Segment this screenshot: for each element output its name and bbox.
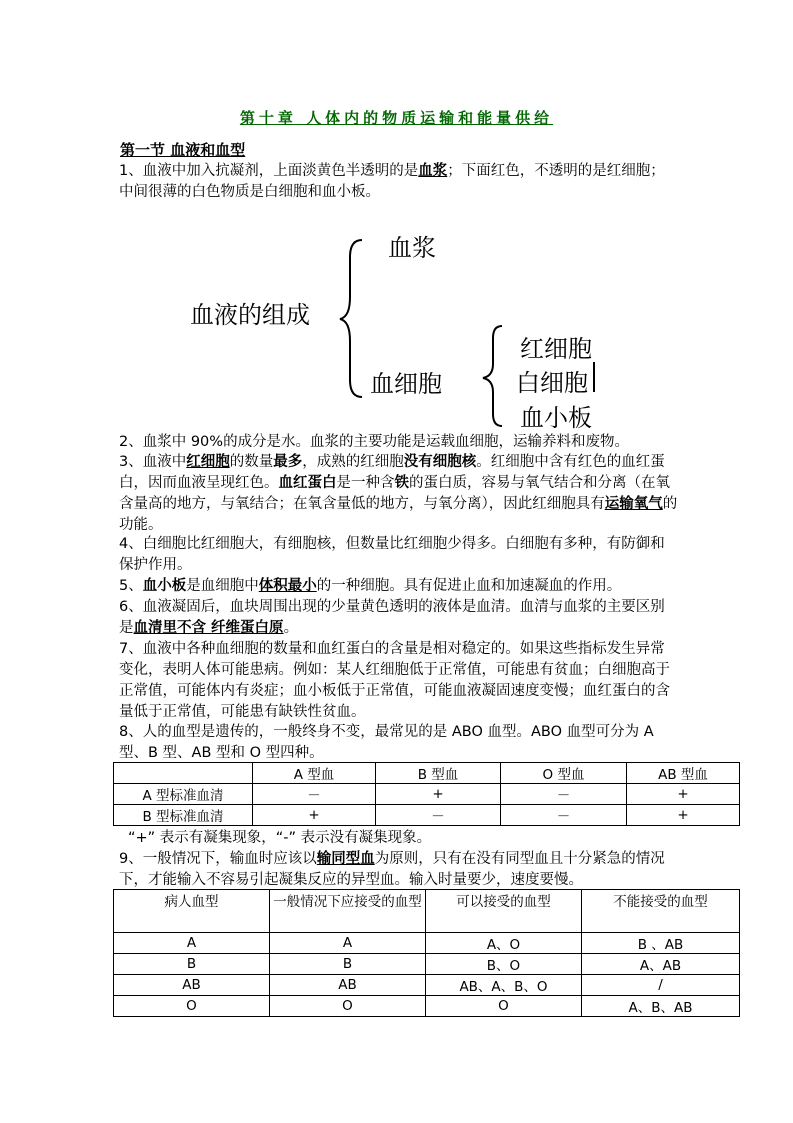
table1-cell: +: [376, 784, 501, 805]
paragraph-5: 5、血小板是血细胞中体积最小的一种细胞。具有促进止血和加速凝血的作用。: [119, 578, 622, 594]
table2-cell: B 、AB: [582, 933, 740, 954]
table1-header: B 型血: [376, 763, 501, 784]
table1-cell: －: [253, 784, 376, 805]
diagram-plasma: 血浆: [388, 234, 436, 262]
table-row: [114, 954, 740, 975]
transfusion-table: [113, 889, 740, 1017]
paragraph-6: 6、血液凝固后，血块周围出现的少量黄色透明的液体是血清。血清与血浆的主要区别是血清里不含 纤维蛋白原。: [119, 599, 665, 636]
diagram-brace-cells: [478, 322, 508, 430]
table2-cell: B: [270, 954, 426, 975]
paragraph-8: 8、人的血型是遗传的，一般终身不变，最常见的是 ABO 血型。ABO 血型可分为 A 型、B 型、AB 型和 O 型四种。: [119, 724, 654, 761]
agglutination-table: [113, 762, 740, 826]
table1-header: O 型血: [501, 763, 627, 784]
table2-cell: O: [114, 996, 270, 1017]
paragraph-9: 9、一般情况下，输血时应该以输同型血为原则，只有在没有同型血且十分紧急的情况下，才能输入不容易引起凝集反应的异型血。输入时量要少，速度要慢。: [119, 851, 665, 888]
table2-cell: O: [270, 996, 426, 1017]
diagram-brace-main: [330, 235, 370, 405]
table2-cell: AB、A、B、O: [426, 975, 582, 996]
table1-cell: －: [501, 805, 627, 826]
diagram-wbc: 白细胞: [516, 369, 588, 397]
table2-cell: AB: [270, 975, 426, 996]
diagram-platelets: 血小板: [520, 404, 592, 432]
table1-cell: －: [376, 805, 501, 826]
diagram-cells: 血细胞: [370, 370, 442, 398]
table1-cell: +: [253, 805, 376, 826]
table2-cell: B、O: [426, 954, 582, 975]
table2-cell: B: [114, 954, 270, 975]
table-note: “+” 表示有凝集现象，“-” 表示没有凝集现象。: [128, 830, 432, 846]
diagram-rbc: 红细胞: [520, 335, 592, 363]
table2-cell: A: [270, 933, 426, 954]
table-row: [114, 933, 740, 954]
table1-cell: －: [501, 784, 627, 805]
table2-cell: A、B、AB: [582, 996, 740, 1017]
table2-header: 一般情况下应接受的血型: [270, 890, 426, 933]
section-heading: 第一节 血液和血型: [120, 141, 246, 159]
table1-header: A 型血: [253, 763, 376, 784]
table-row: [114, 975, 740, 996]
table2-cell: AB: [114, 975, 270, 996]
paragraph-1: 1、血液中加入抗凝剂，上面淡黄色半透明的是血浆；下面红色，不透明的是红细胞；中间很薄的白色物质是白细胞和血小板。: [119, 163, 665, 200]
text-cursor: [593, 362, 595, 392]
table1-cell: B 型标准血清: [114, 805, 253, 826]
table1-cell: +: [627, 784, 740, 805]
table2-cell: O: [426, 996, 582, 1017]
table-row: [114, 784, 740, 805]
table2-header: 不能接受的血型: [582, 890, 740, 933]
paragraph-4: 4、白细胞比红细胞大，有细胞核，但数量比红细胞少得多。白细胞有多种，有防御和保护作用。: [119, 536, 665, 573]
page-title: 第十章 人体内的物质运输和能量供给: [239, 109, 554, 127]
table1-header: AB 型血: [627, 763, 740, 784]
table2-header: 病人血型: [114, 890, 270, 933]
paragraph-2: 2、血浆中 90%的成分是水。血浆的主要功能是运载血细胞，运输养料和废物。: [119, 434, 630, 450]
table2-header: 可以接受的血型: [426, 890, 582, 933]
table1-header-empty: [114, 763, 253, 784]
paragraph-3: 3、血液中红细胞的数量最多，成熟的红细胞没有细胞核。红细胞中含有红色的血红蛋白，因而血液呈现红色。血红蛋白是一种含铁的蛋白质，容易与氧气结合和分离（在氧含量高的地方，与氧结合；在氧含量低的地方，与氧分离），因此红细胞具有运输氧气的功能。: [119, 454, 678, 533]
table-row: [114, 805, 740, 826]
table2-cell: /: [582, 975, 740, 996]
table1-cell: +: [627, 805, 740, 826]
diagram-root: 血液的组成: [190, 301, 310, 329]
table2-cell: A: [114, 933, 270, 954]
table2-cell: A、AB: [582, 954, 740, 975]
table1-cell: A 型标准血清: [114, 784, 253, 805]
paragraph-7: 7、血液中各种血细胞的数量和血红蛋白的含量是相对稳定的。如果这些指标发生异常变化，表明人体可能患病。例如：某人红细胞低于正常值，可能患有贫血；白细胞高于正常值，可能体内有炎症；血小板低于正常值，可能血液凝固速度变慢；血红蛋白的含量低于正常值，可能患有缺铁性贫血。: [119, 641, 670, 720]
table2-cell: A、O: [426, 933, 582, 954]
table-row: [114, 996, 740, 1017]
